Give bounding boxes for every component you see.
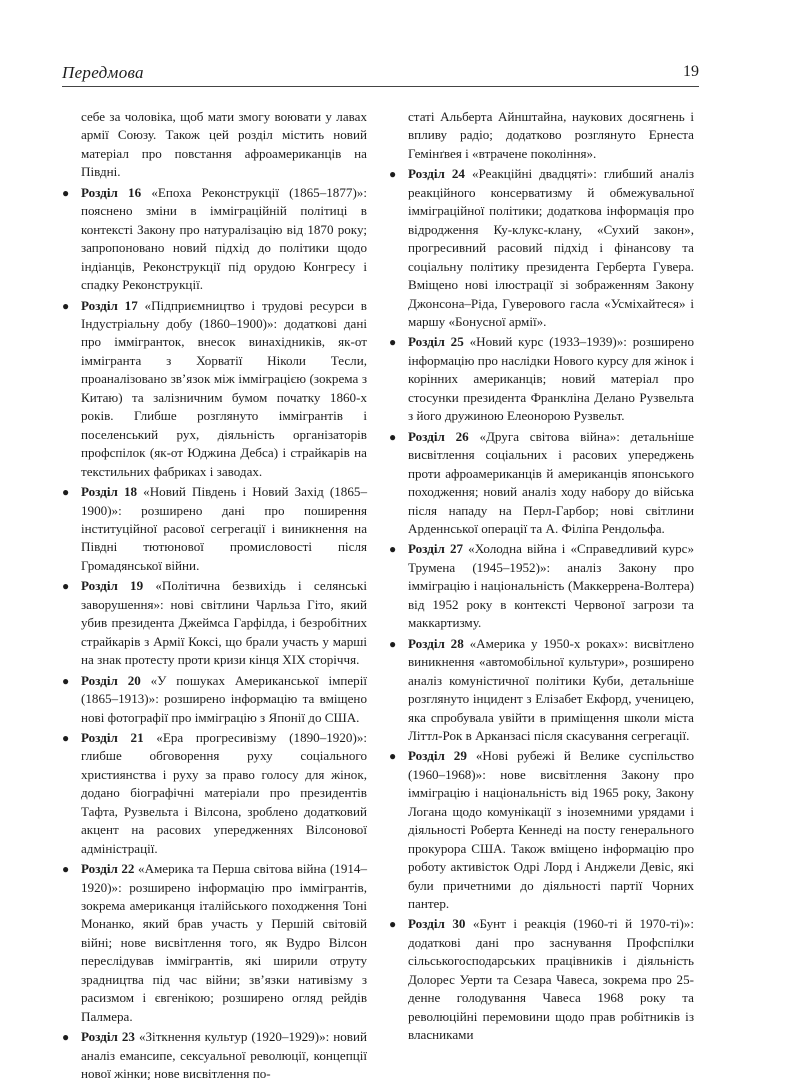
chapter-description: «Політична безвихідь і селянські заворушення»: нові світлини Чарльза Гіто, який убив президента Джеймса Гарфілда, і безробітних страйкарів з Армії Коксі, що брали участь у марші на знак протесту проти кризи кінця XIX сторіччя. — [81, 578, 367, 668]
list-item — [389, 165, 694, 331]
list-item — [62, 577, 367, 669]
list-item — [389, 635, 694, 746]
list-item — [62, 483, 367, 575]
bullet-icon: ● — [62, 1030, 70, 1045]
chapter-label: Розділ 17 — [81, 297, 138, 313]
chapter-label: Розділ 24 — [408, 166, 465, 182]
chapter-description: «Америка у 1950-х роках»: висвітлено виникнення «автомобільної культури», розширено аналіз комуністичної політики Куби, детальніше розглянуто інцидент з Елізабет Екфорд, ученицею, яка спробувала увійти в приміщення школи міста Літтл-Рок в Арканзасі після скасування сегрегації. — [408, 635, 695, 743]
bullet-icon: ● — [62, 673, 70, 688]
list-item — [389, 333, 694, 425]
bullet-icon: ● — [389, 636, 397, 651]
chapter-description: «Реакційні двадцяті»: глибший аналіз реакційного консерватизму й обмежувальної імміграційної політики; додаткова інформація про відродження Ку-клукс-клану, «Сухий закон», прогресивний расовий підхід і фінансову та соціальну політику президента Герберта Гувера. Вміщено нові ілюстрації зі зображенням Закону Джонсона–Ріда, Гуверового гасла «Усміхайтеся» і маршу «Бонусної армії». — [408, 166, 695, 329]
bullet-icon: ● — [62, 185, 70, 200]
chapter-description: «Нові рубежі й Велике суспільство (1960–1968)»: нове висвітлення Закону про імміграцію і національність від 1965 року, Закону Логана щодо комунікації з іноземними урядами і діяльності Роберта Кеннеді на посту генерального прокурора США. Також вміщено інформацію про роботу активісток Одрі Лорд і Анджели Девіс, які були причетними до діяльності партії Чорних пантер. — [408, 748, 695, 912]
chapter-description: «Холодна війна і «Справедливий курс» Трумена (1945–1952)»: аналіз Закону про імміграцію і національність (Маккеррена-Волтера) від 1952 року в контексті Червоної загрози та маккартизму. — [408, 541, 694, 631]
bullet-icon: ● — [389, 167, 397, 182]
chapter-description: «Новий Південь і Новий Захід (1865–1900)»: розширено дані про поширення інституційної расової сегрегації і виникнення на Півдні тютюнової промисловості після Громадянської війни. — [81, 484, 367, 573]
chapter-label: Розділ 28 — [408, 635, 464, 651]
bullet-icon: ● — [62, 579, 70, 594]
list-item — [389, 540, 694, 632]
bullet-icon: ● — [62, 730, 70, 745]
chapter-label: Розділ 30 — [408, 916, 466, 932]
chapter-description: «Бунт і реакція (1960-ті й 1970-ті)»: додаткові дані про заснування Профспілки сільськогосподарських працівників і діяльність Долорес Уерти та Сезара Чавеса, зокрема про 25-денне голодування Чавеса 1968 року та революційні перемовини щодо прав робітників із власниками — [408, 916, 694, 1043]
bullet-icon: ● — [389, 542, 397, 557]
bullet-icon: ● — [389, 429, 397, 444]
chapter-description: «Америка та Перша світова війна (1914–1920)»: розширено інформацію про іммігрантів, зокрема американця італійського походження Тоні Монанко, який брав участь у Першій світовій війні; нове висвітлення того, як Вудро Вілсон переслідував іммігрантів, які ширили отруту зрадництва під час війни; зв’язки нативізму з расизмом і євгенікою; розширено огляд рейдів Палмера. — [81, 861, 368, 1024]
chapter-label: Розділ 25 — [408, 334, 464, 350]
list-item — [62, 297, 367, 482]
chapter-description: «Підприємництво і трудові ресурси в Індустріальну добу (1860–1900)»: додаткові дані про іммігранток, внесок винахідників, як-от іммігранта з Хорватії Ніколи Тесли, проаналізовано зв’язок між імміграцією (зокрема з Китаю) та залізничним бумом початку 1860-х років. Глибше розглянуто іммігрантів і поселенський рух, діяльність організаторів профспілок (як-от Юджина Дебса) і страйкарів на текстильних фабриках і заводах. — [81, 297, 367, 479]
chapter-description: «Новий курс (1933–1939)»: розширено інформацію про наслідки Нового курсу для жінок і корінних американців; новий матеріал про стосунки президента Франкліна Делано Рузвельта з його дружиною Елеонорою Рузвельт. — [408, 334, 694, 424]
bullet-icon: ● — [62, 298, 70, 313]
bullet-icon: ● — [389, 335, 397, 350]
left-column — [62, 108, 367, 1086]
running-title: Передмова — [62, 63, 144, 82]
list-item — [389, 428, 694, 539]
chapter-label: Розділ 26 — [408, 428, 469, 444]
continuation-paragraph: статі Альберта Айнштайна, наукових досягнень і впливу радіо; додатково розглянуто Ернеста Гемінґвея і «втрачене покоління». — [408, 109, 694, 161]
list-item — [62, 1028, 367, 1083]
bullet-icon: ● — [62, 485, 70, 500]
right-column — [389, 108, 694, 1047]
page-number: 19 — [683, 63, 699, 80]
chapter-label: Розділ 22 — [81, 861, 135, 877]
chapter-description: «Епоха Реконструкції (1865–1877)»: пояснено зміни в імміграційній політиці в контексті Закону про натуралізацію від 1870 року; запропоновано новий підхід до політики щодо індіанців, Реконструкції під орудою Конгресу і спадку Реконструкції. — [81, 184, 367, 293]
chapter-label: Розділ 19 — [81, 578, 144, 594]
list-item — [62, 860, 367, 1026]
bullet-icon: ● — [389, 749, 397, 764]
chapter-label: Розділ 16 — [81, 184, 142, 200]
chapter-label: Розділ 29 — [408, 748, 467, 764]
chapter-description: «Друга світова війна»: детальніше висвітлення соціальних і расових упереджень проти афроамериканців й американців японського походження; новий аналіз ходу набору до війська після нападу на Перл-Гарбор; нові світлини Арденнської операції та А. Філіпа Рендольфа. — [408, 428, 694, 536]
chapter-description: «Зіткнення культур (1920–1929)»: новий аналіз емансипе, сексуальної революції, концепції нової жінки; нове висвітлення по- — [81, 1029, 368, 1082]
bullet-icon: ● — [389, 917, 397, 932]
list-item — [62, 184, 367, 295]
chapter-label: Розділ 18 — [81, 484, 138, 500]
bullet-icon: ● — [62, 862, 70, 877]
list-item — [389, 747, 694, 913]
chapter-description: «Ера прогресивізму (1890–1920)»: глибше обговорення руху соціального християнства і руху за право голосу для жінок, додано біографічні матеріали про президентів Тафта, Рузвельта і Вілсона, зроблено додатковий акцент на расових упередженнях Вілсонової адміністрації. — [81, 729, 367, 856]
header-rule — [62, 86, 699, 87]
chapter-label: Розділ 23 — [81, 1029, 135, 1045]
list-item — [389, 915, 694, 1044]
chapter-description: «У пошуках Американської імперії (1865–1913)»: розширено інформацію та вміщено нові фотографії про імміграцію з Японії до США. — [81, 672, 368, 725]
continuation-paragraph: себе за чоловіка, щоб мати змогу воювати у лавах армії Союзу. Також цей розділ містить новий матеріал про повстання афроамериканців на Півдні. — [81, 109, 367, 180]
chapter-label: Розділ 20 — [81, 672, 141, 688]
chapter-label: Розділ 27 — [408, 541, 464, 557]
list-item — [62, 729, 367, 858]
list-item — [62, 672, 367, 727]
chapter-label: Розділ 21 — [81, 729, 144, 745]
